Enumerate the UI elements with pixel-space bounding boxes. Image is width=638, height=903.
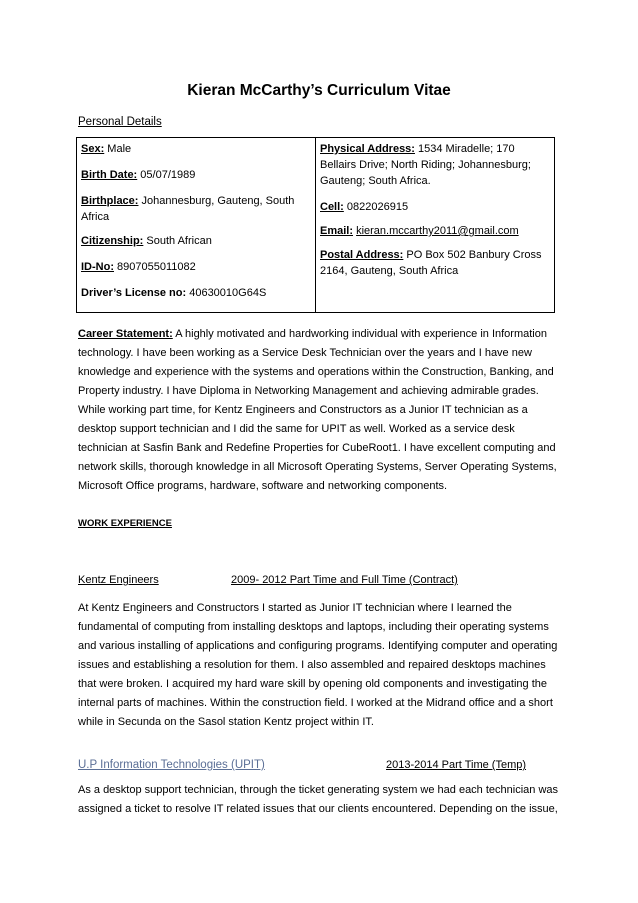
job-description-kentz: At Kentz Engineers and Constructors I started as Junior IT technician where I learned the fundamental of computing from installing desktops and laptops, including their operating systems and various installing of applications and configuring programs. Identifying computer and operating issues and establishing a resolution for them. I also assembled and repaired desktops machines that were broken. I acquired my hard ware skill by opening old components and investigating the internal parts of machines. Within the construction field. I worked at the Midrand office and a short while in Secunda on the Sasol station Kentz project within IT. [78,602,558,728]
physical-address-field: Physical Address: 1534 Miradelle; 170 Bellairs Drive; North Riding; Johannesburg; Gauteng; South Africa. [320,143,531,187]
birthplace-field: Birthplace: Johannesburg, Gauteng, South Africa [81,195,295,223]
job-period: 2009- 2012 Part Time and Full Time (Contract) [231,574,458,586]
personal-details-table [76,137,555,313]
job-description-upit: As a desktop support technician, through the ticket generating system we had each technician was assigned a ticket to resolve IT related issues that our clients encountered. Depending on the issue, [78,784,559,815]
cell-field: Cell: 0822026915 [320,201,409,213]
birth-date-field: Birth Date: 05/07/1989 [81,169,196,181]
personal-details-heading: Personal Details [78,116,162,128]
citizenship-field: Citizenship: South African [81,235,212,247]
email-field: Email: kieran.mccarthy2011@gmail.com [320,225,519,237]
postal-address-field: Postal Address: PO Box 502 Banbury Cross 2164, Gauteng, South Africa [320,249,542,277]
details-right-cell [316,138,555,313]
work-experience-heading: WORK EXPERIENCE [78,518,172,529]
drivers-license-field: Driver’s License no: 40630010G64S [81,287,267,299]
details-left-cell [77,138,316,313]
job-period: 2013-2014 Part Time (Temp) [386,759,527,771]
sex-field: Sex: Male [81,143,132,155]
document-title: Kieran McCarthy’s Curriculum Vitae [187,82,451,99]
email-link[interactable]: kieran.mccarthy2011@gmail.com [356,225,519,237]
job-company: Kentz Engineers [78,574,159,586]
job-company: U.P Information Technologies (UPIT) [78,759,265,771]
id-number-field: ID-No: 8907055011082 [81,261,196,273]
career-statement: Career Statement: A highly motivated and hardworking individual with experience in Information technology. I have been working as a Service Desk Technician over the years and I have new knowledge and experience with the systems and operations within the Construction, Banking, and Property industry. I have Diploma in Networking Management and achieving admirable grades. While working part time, for Kentz Engineers and Constructors as a Junior IT technician as a desktop support technician and I did the same for UPIT as well. Worked as a service desk technician at Sasfin Bank and Redefine Properties for CubeRoot1. I have excellent computing and network skills, thorough knowledge in all Microsoft Operating Systems, Server Operating Systems, Microsoft Office programs, hardware, software and networking components. [78,328,557,492]
